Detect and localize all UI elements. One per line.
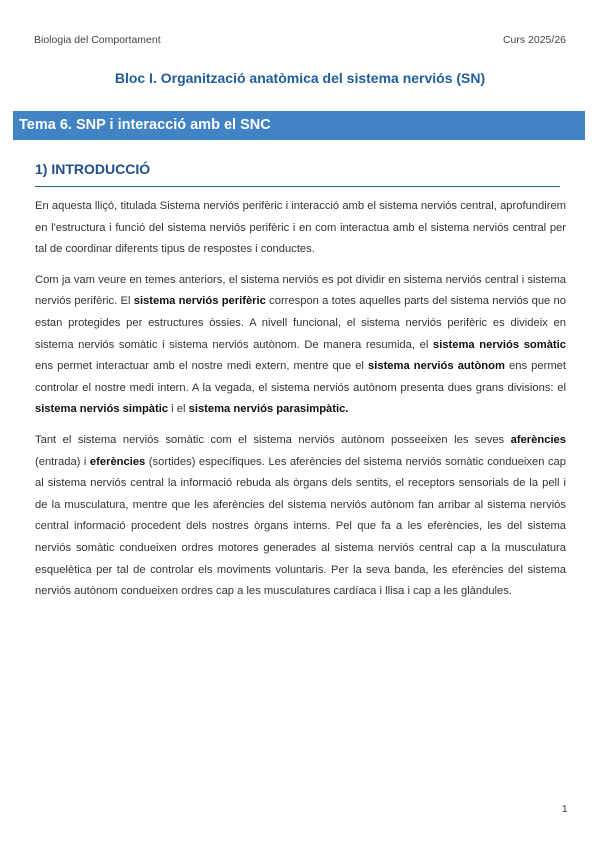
text-segment: (sortides) específiques. Les aferències del sistema nerviós somàtic condueixen cap al sistema nerviós central la informació rebuda als òrgans dels sentits, el receptors sensorials de la pell i de la musculatura, mentre que les aferències del sistema nerviós autònom fan arribar al sistema nerviós central informació procedent dels nostres òrgans interns. Pel que fa a les eferències, les del sistema nerviós somàtic condueixen ordres motores generades al sistema nerviós central cap a la musculatura esquelètica per tal de controlar els moviments voluntaris. Per la seva banda, les eferències del sistema nerviós autònom condueixen ordres cap a les musculatures cardíaca i llisa i cap a les glàndules.	[35, 455, 566, 598]
text-segment: ens permet interactuar amb el nostre medi extern, mentre que el	[35, 360, 369, 373]
document-body	[35, 196, 566, 612]
tema-title: Tema 6. SNP i interacció amb el SNC	[19, 117, 271, 133]
header-year: Curs 2025/26	[502, 34, 566, 46]
bold-term: sistema nerviós simpàtic	[35, 403, 169, 416]
paragraph	[35, 196, 566, 261]
text-segment: ens permet controlar el nostre medi intern. A la vegada, el sistema nerviós autònom presenta dues grans divisions: el	[35, 360, 566, 394]
bold-term: sistema nerviós somàtic	[432, 338, 566, 351]
tema-banner	[13, 111, 585, 140]
bold-term: sistema nerviós autònom	[368, 360, 505, 373]
text-segment: correspon a totes aquelles parts del sistema nerviós que no estan protegides per estructures òssies. A nivell funcional, el sistema nerviós perifèric es divideix en sistema nerviós somàtic i sistema nerviós autònom. De manera resumida, el	[35, 295, 566, 351]
page-number: 1	[562, 804, 568, 815]
text-segment: Tant el sistema nerviós somàtic com el sistema nerviós autònom posseeixen les seves	[35, 433, 511, 446]
section-title: 1) INTRODUCCIÓ	[35, 161, 151, 177]
text-segment: (entrada) i	[35, 455, 90, 468]
header-course: Biologia del Comportament	[34, 34, 161, 46]
bloc-title: Bloc I. Organització anatòmica del sistema nerviós (SN)	[114, 70, 486, 86]
text-segment: Com ja vam veure en temes anteriors, el sistema nerviós es pot dividir en sistema nerviós central i sistema nerviós perifèric. El	[35, 273, 566, 308]
bold-term: aferències	[510, 433, 566, 446]
paragraph	[35, 270, 566, 421]
bold-term: eferències	[89, 455, 146, 468]
paragraph	[35, 430, 566, 603]
bold-term: sistema nerviós perifèric	[133, 295, 266, 308]
bold-term: sistema nerviós parasimpàtic.	[188, 403, 349, 416]
text-segment: i el	[168, 403, 189, 416]
section-divider	[35, 186, 560, 187]
text-segment: En aquesta lliçó, titulada Sistema nerviós perifèric i interacció amb el sistema nerviós central, aprofundirem en l'estructura i funció del sistema nerviós perifèric i en com interactua amb el sistema nerviós central per tal de coordinar diferents tipus de respostes i conductes.	[35, 200, 566, 256]
